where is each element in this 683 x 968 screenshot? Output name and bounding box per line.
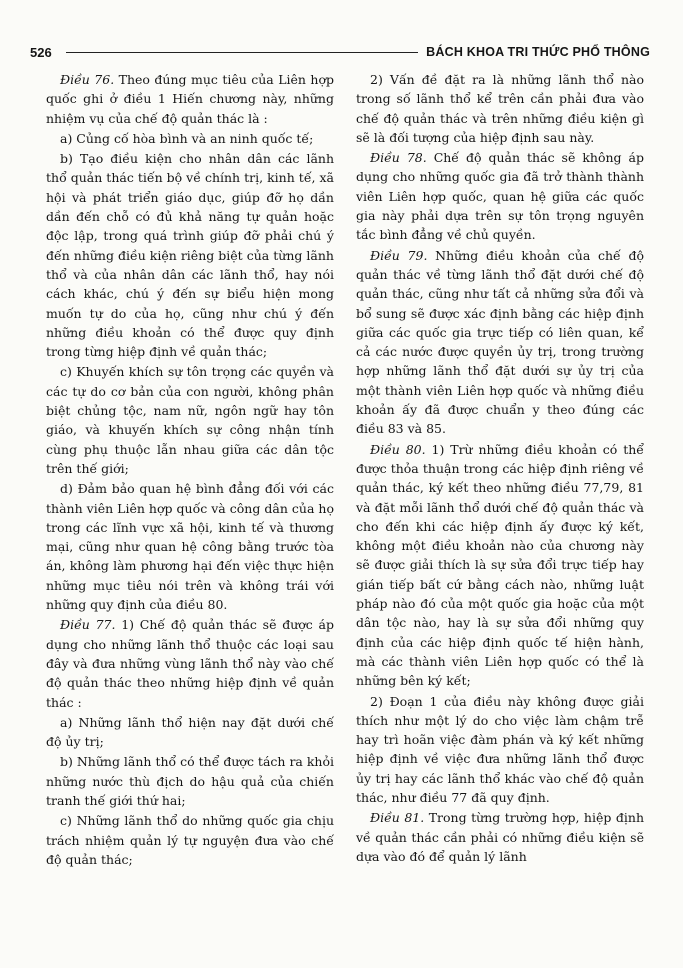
paragraph-text: c) Khuyến khích sự tôn trọng các quyền và các tự do cơ bản của con người, không phân biệt chủng tộc, nam nữ, ngôn ngữ hay tôn giáo, và khuyến khích sự công nhận tính cùng phụ thuộc lẫn nhau giữa các dân tộc trên thế giới; bbox=[46, 364, 334, 476]
paragraph bbox=[356, 70, 644, 147]
article-label: Điều 78. bbox=[370, 150, 427, 166]
paragraph bbox=[46, 129, 334, 148]
paragraph bbox=[356, 808, 644, 866]
left-column bbox=[46, 70, 334, 870]
paragraph-text: Theo đúng mục tiêu của Liên hợp quốc ghi ở điều 1 Hiến chương này, những nhiệm vụ của chế độ quản thác là : bbox=[46, 72, 334, 126]
paragraph-text: a) Những lãnh thổ hiện nay đặt dưới chế độ ủy trị; bbox=[46, 714, 334, 750]
page-header bbox=[30, 41, 650, 63]
paragraph bbox=[46, 70, 334, 128]
article-label: Điều 80. bbox=[370, 441, 426, 457]
paragraph bbox=[356, 440, 644, 691]
paragraph-text: 1) Trừ những điều khoản có thể được thỏa thuận trong các hiệp định riêng về quản thác, ký kết theo những điều 77,79, 81 và đặt mỗi lãnh thổ dưới chế độ quản thác và cho đến khi các hiệp định ấy được ký kết, không một điều khoản nào của chương này sẽ được giải thích là sự sửa đổi trực tiếp hay gián tiếp bất cứ bằng cách nào, những luật pháp nào đó của một quốc gia hoặc của một dân tộc nào, hay là sự sửa đổi những quy định của các hiệp định quốc tế hiện hành, mà các thành viên Liên hợp quốc có thể là những bên ký kết; bbox=[356, 441, 644, 689]
paragraph-text: Những điều khoản của chế độ quản thác về từng lãnh thổ đặt dưới chế độ quản thác, cũng như tất cả những sửa đổi và bổ sung sẽ được xác định bằng các hiệp định giữa các quốc gia trực tiếp có liên quan, kể cả các nước được quyền ủy trị, trong trường hợp những lãnh thổ đặt dưới sự ủy trị của một thành viên Liên hợp quốc và những điều khoản ấy đã được chuẩn y theo đúng các điều 83 và 85. bbox=[356, 247, 644, 437]
paragraph-text: Trong từng trường hợp, hiệp định về quản thác cần phải có những điều kiện sẽ dựa vào đó để quản lý lãnh bbox=[356, 810, 644, 864]
paragraph bbox=[46, 615, 334, 711]
article-label: Điều 76. bbox=[60, 72, 115, 87]
paragraph bbox=[46, 752, 334, 810]
paragraph-text: d) Đảm bảo quan hệ bình đẳng đối với các thành viên Liên hợp quốc và công dân của họ trong các lĩnh vực xã hội, kinh tế và thương mại, cũng như quan hệ công bằng trước tòa án, không làm phương hại đến việc thực hiện những mục tiêu nói trên và không trái với những quy định của điều 80. bbox=[46, 481, 334, 613]
paragraph-text: c) Những lãnh thổ do những quốc gia chịu trách nhiệm quản lý tự nguyện đưa vào chế độ quản thác; bbox=[46, 813, 334, 867]
paragraph bbox=[46, 811, 334, 869]
running-title: BÁCH KHOA TRI THỨC PHỔ THÔNG bbox=[426, 45, 650, 59]
article-label: Điều 79. bbox=[370, 247, 428, 263]
paragraph bbox=[356, 246, 644, 439]
paragraph-text: Chế độ quản thác sẽ không áp dụng cho những quốc gia đã trở thành thành viên Liên hợp quốc, quan hệ giữa các quốc gia này phải dựa trên sự tôn trọng nguyên tắc bình đẳng về chủ quyền. bbox=[356, 150, 644, 243]
paragraph bbox=[46, 479, 334, 614]
paragraph bbox=[356, 692, 644, 808]
paragraph-text: b) Những lãnh thổ có thể được tách ra khỏi những nước thù địch do hậu quả của chiến tranh thế giới thứ hai; bbox=[46, 754, 334, 808]
paragraph-text: 2) Vấn đề đặt ra là những lãnh thổ nào trong số lãnh thổ kể trên cần phải đưa vào chế độ quản thác và trên những điều kiện gì sẽ là đối tượng của hiệp định sau này. bbox=[356, 72, 644, 145]
article-label: Điều 77. bbox=[60, 617, 116, 633]
paragraph bbox=[46, 362, 334, 478]
article-label: Điều 81. bbox=[370, 810, 425, 826]
header-rule bbox=[66, 52, 418, 53]
paragraph-text: 2) Đoạn 1 của điều này không được giải thích như một lý do cho việc làm chậm trễ hay trì hoãn việc đàm phán và ký kết những hiệp định về việc đưa những lãnh thổ được ủy trị hay các lãnh thổ khác vào chế độ quản thác, như điều 77 đã quy định. bbox=[356, 693, 644, 805]
page-number: 526 bbox=[30, 44, 52, 60]
paragraph bbox=[46, 713, 334, 752]
right-column bbox=[356, 70, 644, 867]
paragraph-text: a) Củng cố hòa bình và an ninh quốc tế; bbox=[60, 130, 314, 146]
paragraph bbox=[46, 149, 334, 361]
paragraph bbox=[356, 148, 644, 244]
paragraph-text: b) Tạo điều kiện cho nhân dân các lãnh thổ quản thác tiến bộ về chính trị, kinh tế, xã hội và phát triển giáo dục, giúp đỡ họ dần dần đến chỗ có đủ khả năng tự quản hoặc độc lập, trong quá trình giúp đỡ phải chú ý đến những điều kiện riêng biệt của từng lãnh thổ và của nhân dân các lãnh thổ, hay nói cách khác, chú ý đến sự biểu hiện mong muốn tự do của họ, cũng như chú ý đến những điều khoản có thể được quy định trong từng hiệp định về quản thác; bbox=[46, 151, 334, 360]
paragraph-text: 1) Chế độ quản thác sẽ được áp dụng cho những lãnh thổ thuộc các loại sau đây và đưa những vùng lãnh thổ này vào chế độ quản thác theo những hiệp định về quản thác : bbox=[46, 617, 334, 710]
